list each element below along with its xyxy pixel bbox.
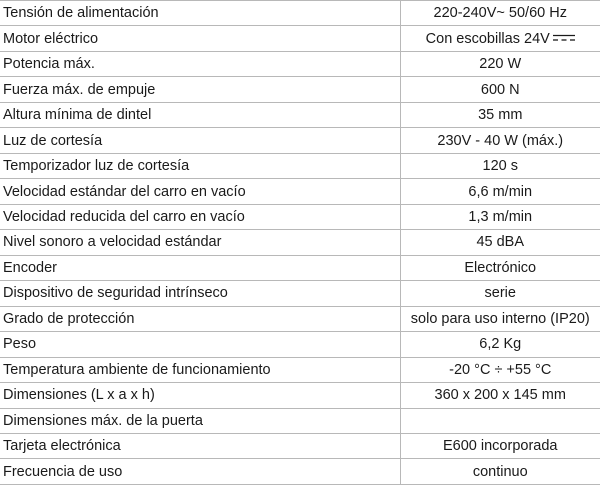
spec-label: Tarjeta electrónica bbox=[0, 433, 400, 458]
spec-label: Luz de cortesía bbox=[0, 128, 400, 153]
spec-label: Fuerza máx. de empuje bbox=[0, 77, 400, 102]
spec-label: Motor eléctrico bbox=[0, 26, 400, 51]
spec-label: Dimensiones (L x a x h) bbox=[0, 383, 400, 408]
spec-row-protection-rating bbox=[0, 306, 600, 331]
spec-row-max-door-dimensions bbox=[0, 408, 600, 433]
spec-row-duty-cycle bbox=[0, 459, 600, 485]
spec-label: Temporizador luz de cortesía bbox=[0, 153, 400, 178]
spec-label: Grado de protección bbox=[0, 306, 400, 331]
spec-value: solo para uso interno (IP20) bbox=[400, 306, 600, 331]
spec-row-operating-temperature bbox=[0, 357, 600, 382]
spec-value: 360 x 200 x 145 mm bbox=[400, 383, 600, 408]
spec-value: Electrónico bbox=[400, 255, 600, 280]
dc-current-symbol-icon bbox=[553, 34, 575, 42]
spec-value-cell bbox=[400, 26, 600, 51]
spec-value: 35 mm bbox=[400, 102, 600, 127]
spec-label: Encoder bbox=[0, 255, 400, 280]
spec-row-courtesy-light bbox=[0, 128, 600, 153]
spec-row-supply-voltage bbox=[0, 1, 600, 26]
spec-value bbox=[400, 408, 600, 433]
spec-label: Dispositivo de seguridad intrínseco bbox=[0, 281, 400, 306]
spec-label: Velocidad estándar del carro en vacío bbox=[0, 179, 400, 204]
spec-label: Temperatura ambiente de funcionamiento bbox=[0, 357, 400, 382]
spec-value: E600 incorporada bbox=[400, 433, 600, 458]
spec-value: 600 N bbox=[400, 77, 600, 102]
spec-row-reduced-speed bbox=[0, 204, 600, 229]
spec-row-dimensions bbox=[0, 383, 600, 408]
spec-row-max-thrust bbox=[0, 77, 600, 102]
spec-label: Altura mínima de dintel bbox=[0, 102, 400, 127]
spec-label: Dimensiones máx. de la puerta bbox=[0, 408, 400, 433]
spec-value: continuo bbox=[400, 459, 600, 485]
spec-row-noise-level bbox=[0, 230, 600, 255]
spec-label: Nivel sonoro a velocidad estándar bbox=[0, 230, 400, 255]
spec-value: -20 °C ÷ +55 °C bbox=[400, 357, 600, 382]
spec-label: Velocidad reducida del carro en vacío bbox=[0, 204, 400, 229]
spec-value: 6,2 Kg bbox=[400, 332, 600, 357]
spec-label: Peso bbox=[0, 332, 400, 357]
spec-value: 6,6 m/min bbox=[400, 179, 600, 204]
spec-label: Tensión de alimentación bbox=[0, 1, 400, 26]
spec-value: 230V - 40 W (máx.) bbox=[400, 128, 600, 153]
spec-row-weight bbox=[0, 332, 600, 357]
spec-row-encoder bbox=[0, 255, 600, 280]
spec-row-min-lintel-height bbox=[0, 102, 600, 127]
spec-row-standard-speed bbox=[0, 179, 600, 204]
spec-row-courtesy-light-timer bbox=[0, 153, 600, 178]
spec-value: 45 dBA bbox=[400, 230, 600, 255]
spec-value: 120 s bbox=[400, 153, 600, 178]
spec-value: Con escobillas 24V bbox=[425, 30, 550, 47]
spec-label: Potencia máx. bbox=[0, 51, 400, 76]
spec-label: Frecuencia de uso bbox=[0, 459, 400, 485]
spec-value: 220 W bbox=[400, 51, 600, 76]
spec-row-control-board bbox=[0, 433, 600, 458]
spec-row-safety-device bbox=[0, 281, 600, 306]
spec-value: 220-240V~ 50/60 Hz bbox=[400, 1, 600, 26]
spec-value: 1,3 m/min bbox=[400, 204, 600, 229]
spec-row-electric-motor bbox=[0, 26, 600, 51]
spec-row-max-power bbox=[0, 51, 600, 76]
spec-value: serie bbox=[400, 281, 600, 306]
